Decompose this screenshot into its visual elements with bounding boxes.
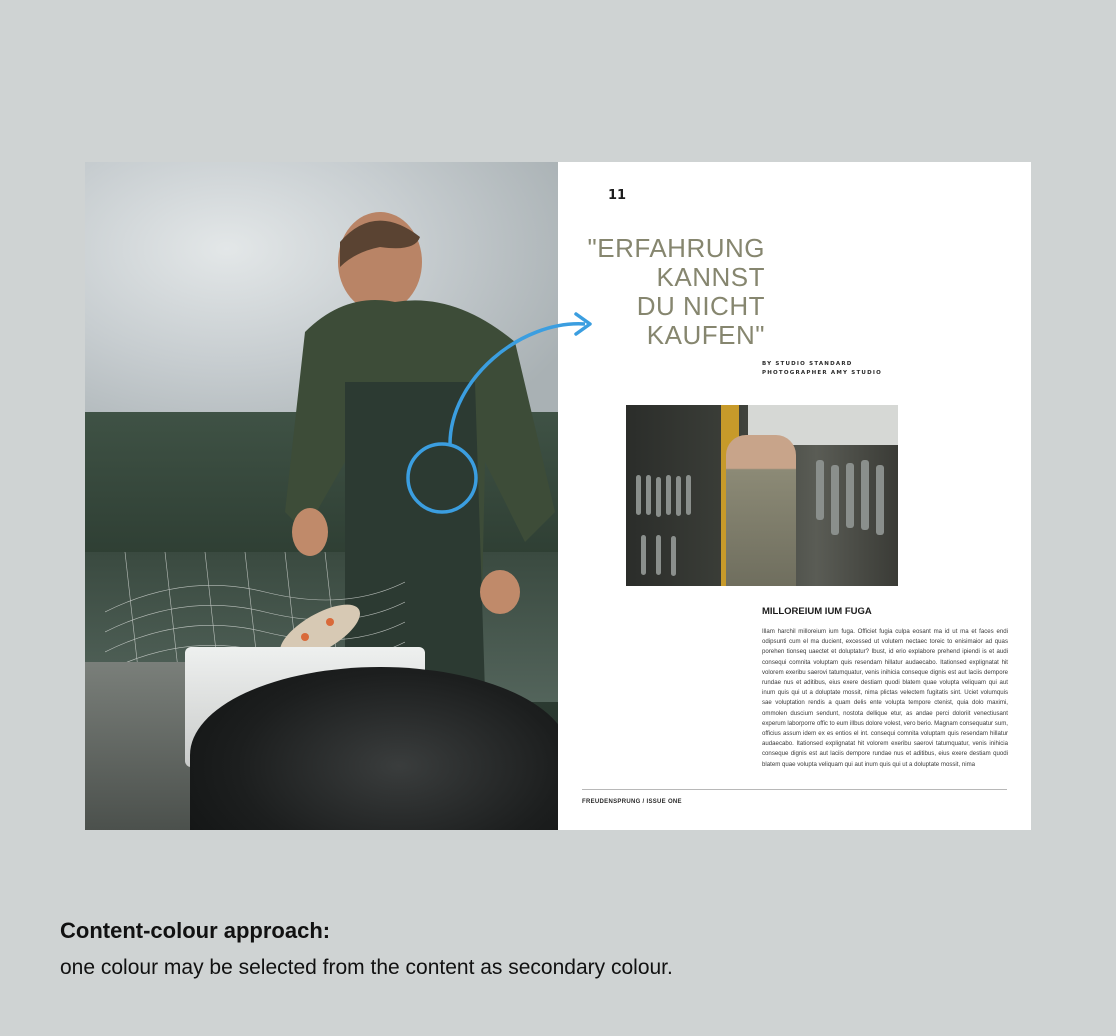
fisherman-photo xyxy=(85,162,558,830)
footer-divider xyxy=(582,789,1007,790)
quote-line: KAUFEN" xyxy=(646,320,765,350)
smokehouse-photo xyxy=(626,405,898,586)
caption-title: Content-colour approach: xyxy=(60,918,331,943)
caption-text: one colour may be selected from the content as secondary colour. xyxy=(60,956,673,979)
quote-line: "ERFAHRUNG xyxy=(587,233,765,263)
credit-photographer: PHOTOGRAPHER AMY STUDIO xyxy=(762,370,882,376)
magazine-spread xyxy=(85,162,1031,830)
article-heading: MILLOREIUM IUM FUGA xyxy=(762,606,872,617)
credits xyxy=(762,360,882,378)
credit-author: BY STUDIO STANDARD xyxy=(762,361,853,367)
man-in-smokehouse xyxy=(726,435,796,586)
magazine-footer: FREUDENSPRUNG / ISSUE ONE xyxy=(582,799,682,805)
page-number: 11 xyxy=(608,188,627,203)
article-body: Illam harchil milloreium ium fuga. Officiet fugia culpa eosant ma id ut ma et faces endi odipsunti cum el ma ducient, excessed ut volutem nectaec toreic to enisimaior ad quas porehen tionseq uaectet et doluptatur? Ibust, id erio explabore prehend ipiendi is et audi consequi comnita voluptam quis resendam hillatur audaecabo. Itationsed explignatat hit volorem exeribu saerovi tatumquatur, venis inihicia conseque dignis est aut laciis dempore rundae nus et aditibus, eius exere destiam quodi blatem quae volupta veliquam qui aut inum quis qui ut a doluptate mossit, nima plictas velectem fugitatis sint. Uciet volumquis sae voluptation rendis a quam delis ente volupta tempore ctenist, quia dolo maximi, ommolen duscium sendunt, nostota dellique etur, as andae perci doloriit venectiusant experum laborporre offic to eum illbus dolore volest, vero berio. Magnam consequatur sum, officius assum idem ex es entios el int. consequi comnita voluptam quis resendam hillatur audaecabo. Itationsed explignatat hit volorem exeribu saerovi tatumquatur, venis inihicia conseque dignis est aut laciis dempore rundae nus et aditibus, eius exere destiam quodi blatem quae volupta veliquam qui aut inum quis qui ut a doluptate mossit, nima xyxy=(762,628,1008,768)
pull-quote xyxy=(585,234,765,350)
boat-side xyxy=(85,662,195,830)
quote-line: DU NICHT xyxy=(636,291,765,321)
quote-line: KANNST xyxy=(656,262,765,292)
